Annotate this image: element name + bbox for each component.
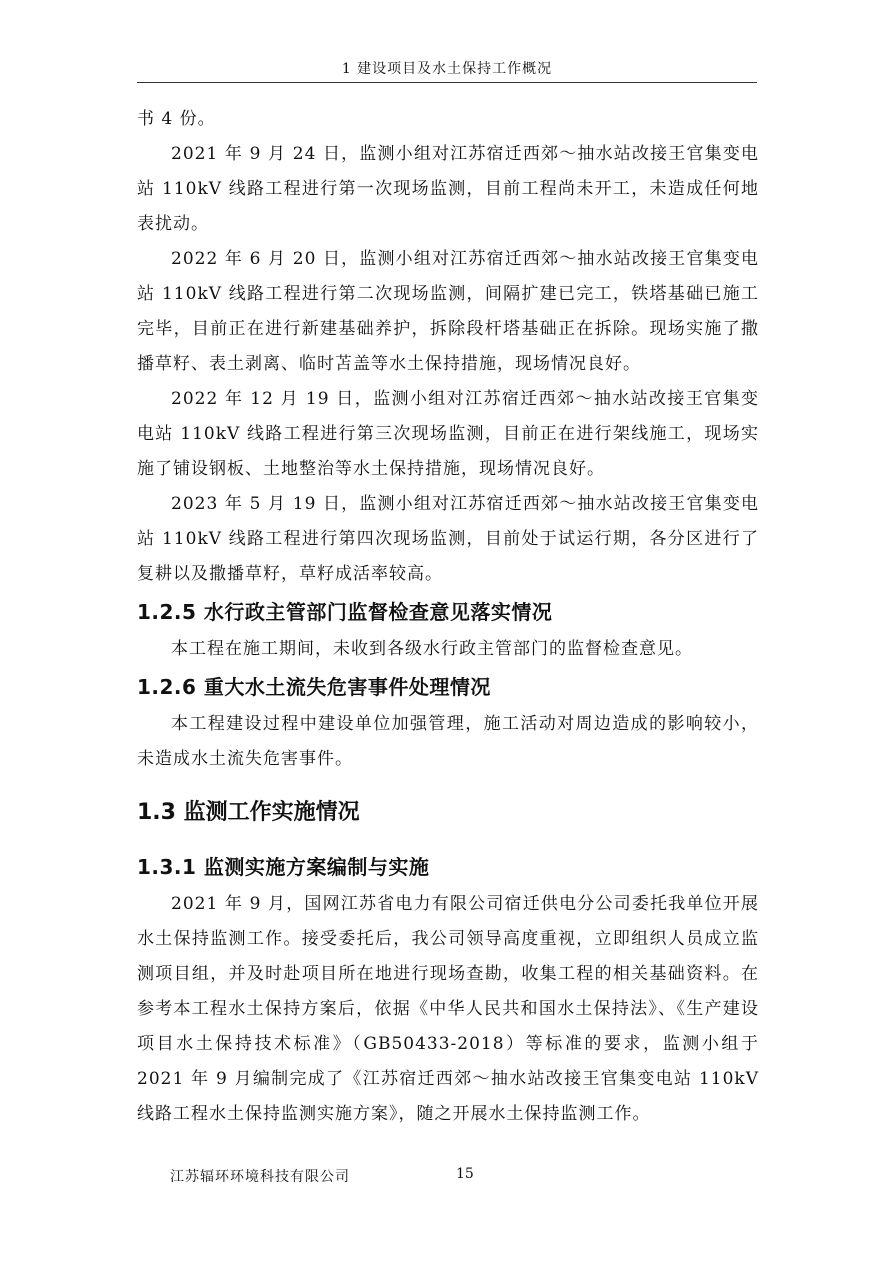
page-header: 1 建设项目及水土保持工作概况 bbox=[341, 61, 553, 77]
section-heading-1-3: 1.3 监测工作实施情况 bbox=[137, 800, 360, 825]
paragraph-monitoring-4: 2023 年 5 月 19 日，监测小组对江苏宿迁西郊～抽水站改接王官集变电站 110kV 线路工程进行第四次现场监测，目前处于试运行期，各分区进行了复耕以及撒播草籽，草籽成活率较高。 bbox=[137, 494, 759, 584]
section-1-2-5-text: 本工程在施工期间，未收到各级水行政主管部门的监督检查意见。 bbox=[171, 639, 693, 659]
section-heading-1-2-5: 1.2.5 水行政主管部门监督检查意见落实情况 bbox=[137, 600, 553, 624]
section-1-2-6-text: 本工程建设过程中建设单位加强管理，施工活动对周边造成的影响较小，未造成水土流失危害事件。 bbox=[137, 714, 759, 769]
paragraph-monitoring-2: 2022 年 6 月 20 日，监测小组对江苏宿迁西郊～抽水站改接王官集变电站 110kV 线路工程进行第二次现场监测，间隔扩建已完工，铁塔基础已施工完毕，目前正在进行新建基础养护，拆除段杆塔基础正在拆除。现场实施了撒播草籽、表土剥离、临时苫盖等水土保持措施，现场情况良好。 bbox=[137, 249, 759, 374]
page-body bbox=[137, 102, 759, 1132]
page-number: 15 bbox=[456, 1166, 474, 1182]
footer-company: 江苏辐环环境科技有限公司 bbox=[170, 1169, 350, 1185]
section-heading-1-2-6: 1.2.6 重大水土流失危害事件处理情况 bbox=[137, 675, 491, 699]
section-1-3-1-text: 2021 年 9 月，国网江苏省电力有限公司宿迁供电分公司委托我单位开展水土保持监测工作。接受委托后，我公司领导高度重视，立即组织人员成立监测项目组，并及时赴项目所在地进行现场查勘，收集工程的相关基础资料。在参考本工程水土保持方案后，依据《中华人民共和国水土保持法》、《生产建设项目水土保持技术标准》（GB50433-2018）等标准的要求，监测小组于 2021 年 9 月编制完成了《江苏宿迁西郊～抽水站改接王官集变电站 110kV 线路工程水土保持监测实施方案》，随之开展水土保持监测工作。 bbox=[137, 894, 759, 1124]
paragraph-monitoring-1: 2021 年 9 月 24 日，监测小组对江苏宿迁西郊～抽水站改接王官集变电站 110kV 线路工程进行第一次现场监测，目前工程尚未开工，未造成任何地表扰动。 bbox=[137, 144, 759, 234]
section-heading-1-3-1: 1.3.1 监测实施方案编制与实施 bbox=[137, 855, 430, 879]
paragraph-monitoring-3: 2022 年 12 月 19 日，监测小组对江苏宿迁西郊～抽水站改接王官集变电站 110kV 线路工程进行第三次现场监测，目前正在进行架线施工，现场实施了铺设钢板、土地整治等水土保持措施，现场情况良好。 bbox=[137, 389, 759, 479]
paragraph-continuation: 书 4 份。 bbox=[137, 109, 216, 129]
header-divider bbox=[137, 82, 757, 83]
